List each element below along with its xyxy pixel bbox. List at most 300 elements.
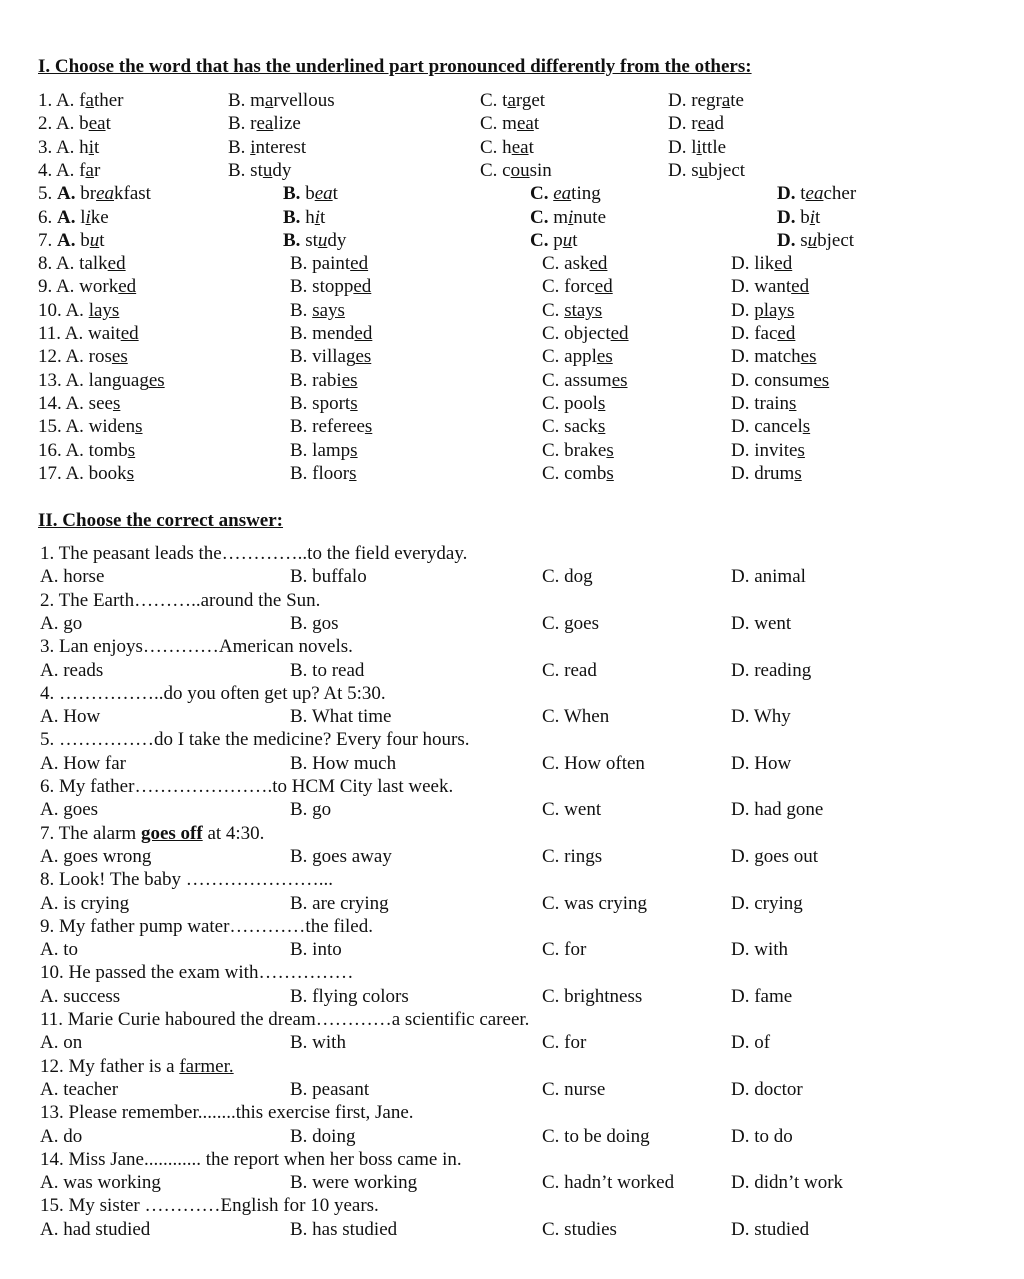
answer-option[interactable]: B. gos (290, 612, 339, 634)
answer-option[interactable]: A. reads (40, 659, 104, 681)
pronunciation-option (777, 182, 856, 205)
answer-option[interactable]: A. success (40, 985, 121, 1007)
pronunciation-option (668, 159, 745, 182)
underlined-part: s (350, 439, 358, 461)
pronunciation-row (0, 462, 1024, 485)
underlined-part: says (312, 299, 345, 321)
question-stem (40, 682, 386, 705)
pronunciation-option (542, 275, 613, 298)
answer-option[interactable]: B. were working (290, 1172, 418, 1194)
underlined-part: s (789, 392, 797, 414)
option-text: 2. A. b (38, 113, 89, 135)
pronunciation-option (542, 299, 602, 322)
option-text: D. match (731, 346, 801, 368)
answer-option[interactable]: C. brightness (542, 985, 643, 1007)
pronunciation-option (290, 415, 372, 438)
underlined-part: ed (774, 253, 793, 275)
answer-option[interactable]: C. When (542, 706, 610, 728)
option-text: B. st (228, 159, 263, 181)
question-stem (40, 915, 373, 938)
underlined-part: ed (777, 323, 796, 344)
answer-option[interactable]: D. had gone (731, 799, 824, 821)
stem-text: 7. The alarm (40, 822, 141, 844)
underlined-part: es (800, 346, 817, 368)
option-text: C. assum (542, 369, 612, 391)
option-text: 7. A. b (38, 229, 90, 251)
answer-option[interactable]: D. went (731, 612, 792, 634)
underlined-part: ea (553, 183, 572, 205)
pronunciation-row (0, 392, 1024, 415)
answer-options-row (0, 1125, 1024, 1148)
pronunciation-option (542, 439, 614, 462)
option-text: B. b (283, 183, 315, 205)
pronunciation-row (0, 322, 1024, 345)
pronunciation-option (668, 112, 724, 135)
pronunciation-option (283, 206, 325, 229)
stem-text: 12. My father is a (40, 1055, 180, 1077)
underlined-part: u (89, 229, 100, 251)
option-text: B. r (228, 113, 257, 135)
pronunciation-option (668, 136, 726, 159)
pronunciation-option (530, 229, 578, 252)
underlined-part: a (721, 90, 731, 111)
answer-option[interactable]: B. How much (290, 752, 397, 774)
stem-text: 11. Marie Curie haboured the dream…………a scientific career. (40, 1009, 530, 1030)
answer-option[interactable]: C. to be doing (542, 1125, 650, 1147)
section2-heading: II. Choose the correct answer: (38, 510, 284, 531)
option-text: dy (272, 159, 292, 181)
option-text: ttle (701, 136, 727, 158)
answer-option[interactable]: A. How (40, 706, 101, 728)
pronunciation-option (38, 415, 143, 438)
pronunciation-option (290, 299, 345, 322)
option-text: r (93, 159, 101, 181)
underlined-part: ed (350, 253, 369, 275)
answer-option[interactable]: B. What time (290, 706, 392, 728)
question-stem (40, 728, 470, 751)
question-stem (40, 1055, 234, 1078)
option-text: D. fac (731, 323, 778, 344)
stem-text: 2. The Earth………..around the Sun. (40, 589, 321, 611)
answer-option[interactable]: C. for (542, 939, 587, 961)
option-text: t (332, 183, 338, 205)
answer-option[interactable]: A. goes wrong (40, 845, 152, 867)
answer-option[interactable]: C. read (542, 659, 597, 681)
option-text: 10. A. (38, 299, 89, 321)
pronunciation-option (38, 182, 151, 205)
pronunciation-option (228, 112, 301, 135)
stem-text: 1. The peasant leads the…………..to the field everyday. (40, 543, 468, 564)
option-text: D. lik (731, 253, 775, 275)
answer-options-row (0, 1031, 1024, 1054)
question-stem (40, 868, 333, 891)
underlined-part: s (112, 392, 121, 414)
option-text: B. (290, 299, 313, 321)
underlined-part: ed (118, 276, 137, 298)
answer-option[interactable]: D. reading (731, 659, 812, 681)
question-stem (40, 1008, 529, 1031)
underlined-part: stays (564, 299, 603, 321)
answer-option[interactable]: A. was working (40, 1172, 161, 1194)
question-stem (40, 1194, 379, 1217)
option-text: bject (817, 229, 855, 251)
answer-option[interactable]: D. crying (731, 892, 803, 914)
stem-text: 10. He passed the exam with…………… (40, 962, 354, 984)
pronunciation-option (38, 392, 120, 415)
pronunciation-option (777, 229, 854, 252)
option-text: C. ask (542, 253, 590, 275)
stem-underlined: goes off (140, 822, 203, 844)
pronunciation-row (0, 159, 1024, 182)
underlined-part: s (364, 416, 373, 438)
option-text: t (99, 229, 105, 251)
option-text: te (730, 90, 744, 111)
underlined-part: ea (516, 113, 534, 135)
pronunciation-option (38, 275, 136, 298)
underlined-part: ea (805, 183, 824, 205)
underlined-part: s (797, 439, 805, 461)
answer-option[interactable]: D. of (731, 1032, 771, 1054)
answer-option[interactable]: C. How often (542, 752, 645, 774)
underlined-part: a (264, 90, 274, 111)
answer-option[interactable]: C. dog (542, 566, 593, 588)
stem-text: 9. My father pump water…………the filed. (40, 915, 373, 937)
answer-option[interactable]: D. doctor (731, 1078, 803, 1100)
question-stem (40, 635, 353, 658)
stem-underlined: farmer. (179, 1055, 234, 1077)
underlined-part: ea (256, 113, 274, 135)
underlined-part: s (597, 416, 606, 438)
option-text: t (528, 136, 534, 158)
answer-options-row (0, 565, 1024, 588)
option-text: 17. A. book (38, 462, 127, 484)
underlined-part: es (341, 369, 358, 391)
question-stem (40, 1101, 414, 1124)
pronunciation-option (731, 415, 810, 438)
answer-option[interactable]: C. goes (542, 612, 599, 634)
underlined-part: s (606, 462, 614, 484)
answer-option[interactable]: C. for (542, 1032, 587, 1054)
answer-option[interactable]: A. goes (40, 799, 99, 821)
pronunciation-option (530, 182, 601, 205)
pronunciation-row (0, 415, 1024, 438)
pronunciation-option (38, 112, 111, 135)
underlined-part: i (250, 136, 256, 158)
stem-text: 15. My sister …………English for 10 years. (40, 1195, 379, 1217)
underlined-part: es (111, 346, 128, 368)
pronunciation-option (290, 275, 371, 298)
answer-options-row (0, 892, 1024, 915)
option-text: D. cancel (731, 416, 803, 438)
underlined-part: s (794, 462, 802, 484)
pronunciation-option (38, 136, 99, 159)
underlined-part: es (148, 369, 165, 391)
option-text: cher (823, 183, 857, 205)
pronunciation-option (542, 345, 613, 368)
underlined-part: es (611, 369, 628, 391)
pronunciation-option (480, 136, 534, 159)
answer-option[interactable]: A. How far (40, 752, 127, 774)
answer-option[interactable]: A. go (40, 612, 83, 634)
pronunciation-row (0, 229, 1024, 252)
option-text: B. floor (290, 462, 350, 484)
option-text: rget (515, 90, 546, 111)
answer-option[interactable]: A. teacher (40, 1078, 119, 1100)
answer-option[interactable]: D. How (731, 752, 792, 774)
pronunciation-option (542, 322, 629, 345)
pronunciation-option (731, 275, 809, 298)
answer-option[interactable]: D. studied (731, 1218, 810, 1240)
pronunciation-option (283, 182, 338, 205)
option-text: D. invite (731, 439, 798, 461)
pronunciation-option (480, 89, 545, 112)
option-text: 9. A. work (38, 276, 119, 298)
underlined-part: i (809, 206, 816, 228)
answer-options-row (0, 845, 1024, 868)
answer-options-row (0, 752, 1024, 775)
option-text: B. villag (290, 346, 356, 368)
underlined-part: a (507, 90, 516, 111)
option-text: B. referee (290, 416, 365, 438)
pronunciation-option (290, 462, 357, 485)
underlined-part: ea (96, 183, 114, 205)
stem-text: 6. My father………………….to HCM City last week. (40, 776, 454, 797)
answer-options-row (0, 1218, 1024, 1241)
underlined-part: ed (354, 323, 373, 344)
pronunciation-option (38, 252, 126, 275)
pronunciation-option (542, 369, 628, 392)
answer-option[interactable]: C. nurse (542, 1078, 606, 1100)
answer-option[interactable]: C. went (542, 799, 602, 821)
answer-option[interactable]: B. with (290, 1032, 346, 1054)
answer-option[interactable]: B. are crying (290, 892, 389, 914)
option-text: t (533, 113, 540, 135)
answer-option[interactable]: A. to (40, 939, 78, 961)
pronunciation-option (731, 252, 792, 275)
option-text: 5. A. br (38, 183, 97, 205)
section1-heading: I. Choose the word that has the underlined part pronounced differently from the others: (38, 56, 752, 77)
underlined-part: u (807, 229, 818, 251)
underlined-part: s (597, 392, 606, 414)
option-text: 4. A. f (38, 159, 86, 181)
underlined-part: i (85, 206, 91, 228)
underlined-part: i (568, 206, 574, 228)
option-text: C. (542, 299, 565, 321)
option-text: D. want (731, 276, 792, 298)
question-stem (40, 589, 320, 612)
option-text: C. object (542, 323, 611, 344)
option-text: B. m (228, 90, 265, 111)
option-text: 15. A. widen (38, 416, 136, 438)
pronunciation-row (0, 275, 1024, 298)
question-stem (40, 961, 353, 984)
underlined-part: u (562, 229, 573, 251)
option-text: 12. A. ros (38, 346, 112, 368)
answer-option[interactable]: A. horse (40, 566, 105, 588)
option-text: B. mend (290, 323, 355, 344)
option-text: bject (708, 159, 746, 181)
answer-option[interactable]: D. animal (731, 566, 806, 588)
pronunciation-option (290, 439, 358, 462)
underlined-part: u (698, 159, 709, 181)
option-text: 16. A. tomb (38, 439, 128, 461)
option-text: C. m (530, 206, 569, 228)
answer-option[interactable]: D. with (731, 939, 788, 961)
answer-option[interactable]: D. didn’t work (731, 1172, 844, 1194)
option-text: C. forc (542, 276, 595, 298)
underlined-part: s (127, 439, 136, 461)
pronunciation-row (0, 206, 1024, 229)
answer-option[interactable]: D. Why (731, 706, 791, 728)
answer-option[interactable]: B. go (290, 799, 332, 821)
option-text: ke (90, 206, 109, 228)
option-text: D. drum (731, 462, 795, 484)
option-text: nute (573, 206, 607, 228)
option-text: D. (731, 299, 755, 321)
answer-option[interactable]: A. on (40, 1032, 83, 1054)
option-text: d (714, 113, 724, 135)
answer-option[interactable]: A. had studied (40, 1218, 151, 1240)
pronunciation-option (228, 159, 291, 182)
answer-option[interactable]: B. goes away (290, 845, 392, 867)
option-text: B. paint (290, 253, 351, 275)
option-text: ting (571, 183, 601, 205)
answer-option[interactable]: D. goes out (731, 845, 819, 867)
option-text: 8. A. talk (38, 253, 108, 275)
answer-option[interactable]: C. rings (542, 845, 603, 867)
underlined-part: s (606, 439, 614, 461)
pronunciation-option (731, 322, 795, 345)
underlined-part: lays (88, 299, 120, 321)
underlined-part: ea (697, 113, 715, 135)
underlined-part: s (135, 416, 143, 438)
option-text: B. lamp (290, 439, 351, 461)
answer-options-row (0, 1171, 1024, 1194)
option-text: sin (529, 159, 552, 181)
option-text: B. rabi (290, 369, 342, 391)
answer-option[interactable]: C. hadn’t worked (542, 1172, 675, 1194)
answer-options-row (0, 985, 1024, 1008)
option-text: C. p (530, 229, 563, 251)
underlined-part: ed (594, 276, 613, 298)
option-text: 3. A. h (38, 136, 89, 158)
option-text: D. b (777, 206, 810, 228)
underlined-part: ed (120, 323, 139, 344)
pronunciation-option (731, 299, 794, 322)
stem-text: 8. Look! The baby …………………... (40, 869, 334, 891)
underlined-part: ed (610, 323, 629, 344)
pronunciation-option (542, 252, 607, 275)
answer-option[interactable]: B. doing (290, 1125, 356, 1147)
underlined-part: s (350, 392, 358, 414)
option-text: B. stopp (290, 276, 354, 298)
underlined-part: ea (511, 136, 529, 158)
pronunciation-option (731, 439, 805, 462)
option-text: 14. A. see (38, 392, 113, 414)
question-stem (40, 822, 264, 845)
answer-option[interactable]: D. to do (731, 1125, 793, 1147)
underlined-part: ea (314, 183, 333, 205)
answer-option[interactable]: A. do (40, 1125, 83, 1147)
option-text: C. t (480, 90, 508, 111)
option-text: C. m (480, 113, 517, 135)
question-stem (40, 1148, 462, 1171)
underlined-part: es (596, 346, 613, 368)
underlined-part: ou (510, 159, 530, 181)
question-stem (40, 542, 467, 565)
option-text: B. (228, 136, 251, 158)
pronunciation-option (228, 89, 335, 112)
pronunciation-option (542, 415, 605, 438)
pronunciation-option (290, 322, 372, 345)
option-text: kfast (114, 183, 151, 205)
underlined-part: i (88, 136, 94, 158)
answer-options-row (0, 1078, 1024, 1101)
answer-option[interactable]: B. into (290, 939, 342, 961)
underlined-part: ed (353, 276, 372, 298)
pronunciation-option (542, 392, 605, 415)
pronunciation-option (290, 345, 371, 368)
pronunciation-option (731, 369, 829, 392)
answer-option[interactable]: B. to read (290, 659, 365, 681)
pronunciation-option (668, 89, 744, 112)
answer-option[interactable]: B. peasant (290, 1078, 370, 1100)
pronunciation-option (731, 392, 796, 415)
pronunciation-option (480, 159, 552, 182)
option-text: t (815, 206, 821, 228)
option-text: D. l (668, 136, 697, 158)
stem-text: 13. Please remember........this exercise first, Jane. (40, 1102, 414, 1124)
pronunciation-option (777, 206, 820, 229)
option-text: 11. A. wait (38, 323, 121, 344)
stem-text: 14. Miss Jane............ the report when her boss came in. (40, 1148, 462, 1170)
underlined-part: ed (107, 253, 126, 275)
question-stem (40, 775, 453, 798)
pronunciation-row (0, 439, 1024, 462)
pronunciation-row (0, 112, 1024, 135)
underlined-part: u (262, 159, 273, 181)
pronunciation-option (542, 462, 614, 485)
answer-option[interactable]: B. buffalo (290, 566, 367, 588)
option-text: t (319, 206, 326, 228)
pronunciation-option (480, 112, 539, 135)
option-text: t (93, 136, 100, 158)
option-text: D. s (668, 159, 699, 181)
pronunciation-option (38, 229, 105, 252)
pronunciation-option (38, 369, 165, 392)
pronunciation-option (530, 206, 606, 229)
answer-option[interactable]: C. was crying (542, 892, 648, 914)
option-text: 13. A. languag (38, 369, 149, 391)
underlined-part: a (85, 159, 94, 181)
underlined-part: s (126, 462, 135, 484)
answer-option[interactable]: A. is crying (40, 892, 130, 914)
pronunciation-option (290, 369, 358, 392)
option-text: dy (327, 229, 347, 251)
option-text: D. consum (731, 369, 814, 391)
answer-option[interactable]: B. flying colors (290, 985, 409, 1007)
underlined-part: s (802, 416, 811, 438)
answer-options-row (0, 938, 1024, 961)
answer-option[interactable]: C. studies (542, 1218, 617, 1240)
answer-options-row (0, 798, 1024, 821)
answer-option[interactable]: D. fame (731, 985, 793, 1007)
pronunciation-row (0, 252, 1024, 275)
answer-option[interactable]: B. has studied (290, 1218, 398, 1240)
option-text: D. regr (668, 90, 722, 111)
option-text: B. h (283, 206, 315, 228)
pronunciation-option (38, 322, 139, 345)
